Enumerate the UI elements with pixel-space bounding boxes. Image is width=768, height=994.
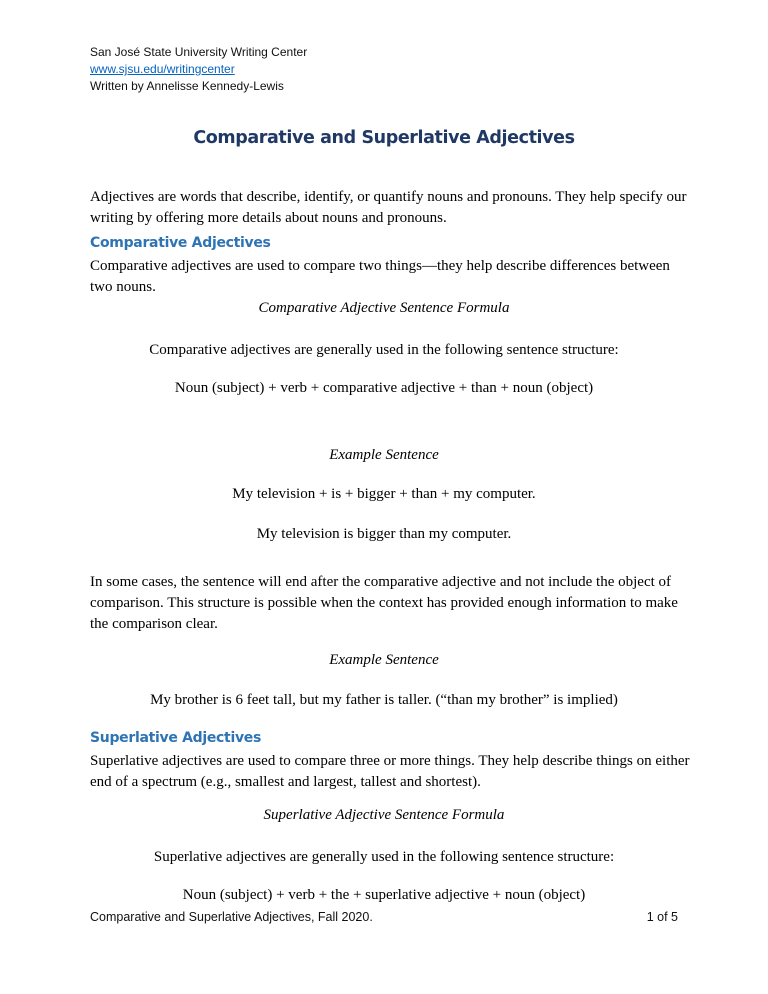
document-header xyxy=(90,44,307,95)
superlative-description: Superlative adjectives are used to compare three or more things. They help describe things on either end of a spectrum (e.g., smallest and largest, tallest and shortest). xyxy=(90,753,690,790)
intro-paragraph: Adjectives are words that describe, identify, or quantify nouns and pronouns. They help specify our writing by offering more details about nouns and pronouns. xyxy=(90,189,687,226)
example-title-1: Example Sentence xyxy=(329,447,439,463)
superlative-formula-title: Superlative Adjective Sentence Formula xyxy=(263,807,505,823)
page-number: 1 of 5 xyxy=(646,910,678,924)
comparative-formula-title: Comparative Adjective Sentence Formula xyxy=(258,300,510,316)
superlative-formula-intro: Superlative adjectives are generally used in the following sentence structure: xyxy=(153,849,615,865)
example-sentence-2: My brother is 6 feet tall, but my father is taller. (“than my brother” is implied) xyxy=(150,692,618,708)
example-sentence: My television is bigger than my computer. xyxy=(256,526,512,542)
example-breakdown: My television + is + bigger + than + my computer. xyxy=(232,486,536,502)
author-line: Written by Annelisse Kennedy-Lewis xyxy=(90,79,284,93)
writing-center-link[interactable]: www.sjsu.edu/writingcenter xyxy=(90,62,235,76)
superlative-heading: Superlative Adjectives xyxy=(90,730,261,746)
footer-title: Comparative and Superlative Adjectives, Fall 2020. xyxy=(90,910,373,924)
comparative-heading: Comparative Adjectives xyxy=(90,235,271,251)
page-title: Comparative and Superlative Adjectives xyxy=(193,128,575,148)
superlative-formula: Noun (subject) + verb + the + superlative adjective + noun (object) xyxy=(182,887,586,903)
page-footer xyxy=(90,910,678,924)
example-title-2: Example Sentence xyxy=(329,652,439,668)
institution-name: San José State University Writing Center xyxy=(90,45,308,59)
comparative-formula: Noun (subject) + verb + comparative adjective + than + noun (object) xyxy=(174,380,594,396)
comparative-formula-intro: Comparative adjectives are generally used in the following sentence structure: xyxy=(149,342,619,358)
implied-note-paragraph: In some cases, the sentence will end after the comparative adjective and not include the object of comparison. This structure is possible when the context has provided enough information to make the comparison clear. xyxy=(90,574,678,632)
comparative-description: Comparative adjectives are used to compare two things—they help describe differences between two nouns. xyxy=(90,258,670,295)
